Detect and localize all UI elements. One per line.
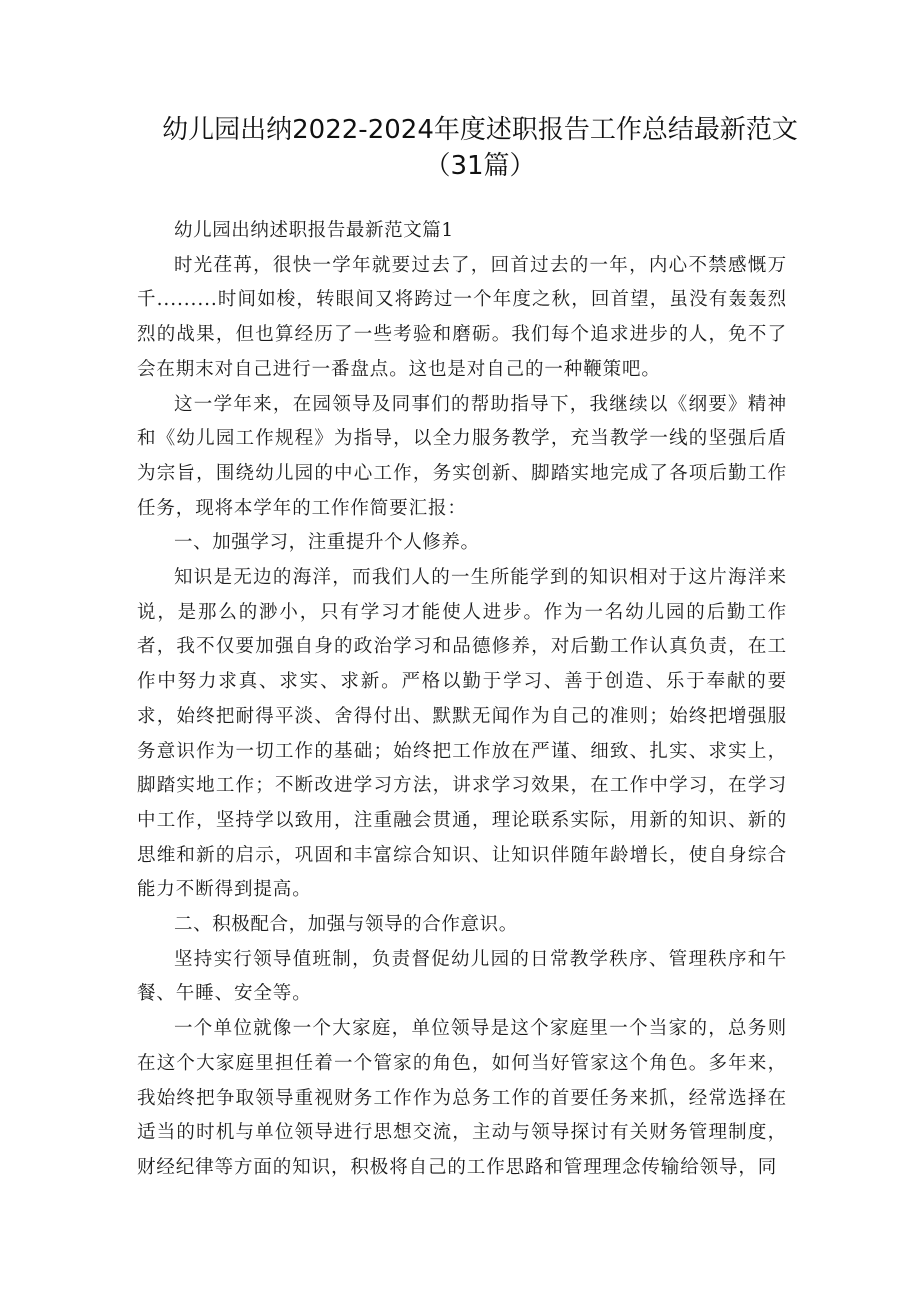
paragraph: 时光荏苒，很快一学年就要过去了，回首过去的一年，内心不禁感慨万千.........时间如梭，转眼间又将跨过一个年度之秋，回首望，虽没有轰轰烈烈的战果，但也算经历了一些考验和磨砺。我们每个追求进步的人，免不了会在期末对自己进行一番盘点。这也是对自己的一种鞭策吧。 xyxy=(137,254,787,380)
section-heading: 幼儿园出纳述职报告最新范文篇1 xyxy=(174,220,454,241)
paragraph: 一个单位就像一个大家庭，单位领导是这个家庭里一个当家的，总务则在这个大家庭里担任着一个管家的角色，如何当好管家这个角色。多年来，我始终把争取领导重视财务工作作为总务工作的首要任务来抓，经常选择在适当的时机与单位领导进行思想交流，主动与领导探讨有关财务管理制度，财经纪律等方面的知识，积极将自己的工作思路和管理理念传输给领导，同 xyxy=(137,1018,787,1178)
section-heading: 一、加强学习，注重提升个人修养。 xyxy=(174,532,480,554)
paragraph: 知识是无边的海洋，而我们人的一生所能学到的知识相对于这片海洋来说，是那么的渺小，只有学习才能使人进步。作为一名幼儿园的后勤工作者，我不仅要加强自身的政治学习和品德修养，对后勤工作认真负责，在工作中努力求真、求实、求新。严格以勤于学习、善于创造、乐于奉献的要求，始终把耐得平淡、舍得付出、默默无闻作为自己的准则；始终把增强服务意识作为一切工作的基础；始终把工作放在严谨、细致、扎实、求实上，脚踏实地工作；不断改进学习方法，讲求学习效果，在工作中学习，在学习中工作，坚持学以致用，注重融会贯通，理论联系实际，用新的知识、新的思维和新的启示，巩固和丰富综合知识、让知识伴随年龄增长，使自身综合能力不断得到提高。 xyxy=(137,567,787,901)
paragraph: 这一学年来，在园领导及同事们的帮助指导下，我继续以《纲要》精神和《幼儿园工作规程》为指导，以全力服务教学，充当教学一线的坚强后盾为宗旨，围绕幼儿园的中心工作，务实创新、脚踏实地完成了各项后勤工作任务，现将本学年的工作作简要汇报： xyxy=(137,393,787,519)
document-title: 幼儿园出纳2022-2024年度述职报告工作总结最新范文（31篇） xyxy=(162,115,798,181)
section-heading: 二、积极配合，加强与领导的合作意识。 xyxy=(174,914,518,936)
document-body xyxy=(137,214,787,1186)
paragraph: 坚持实行领导值班制，负责督促幼儿园的日常教学秩序、管理秩序和午餐、午睡、安全等。 xyxy=(137,948,787,1005)
